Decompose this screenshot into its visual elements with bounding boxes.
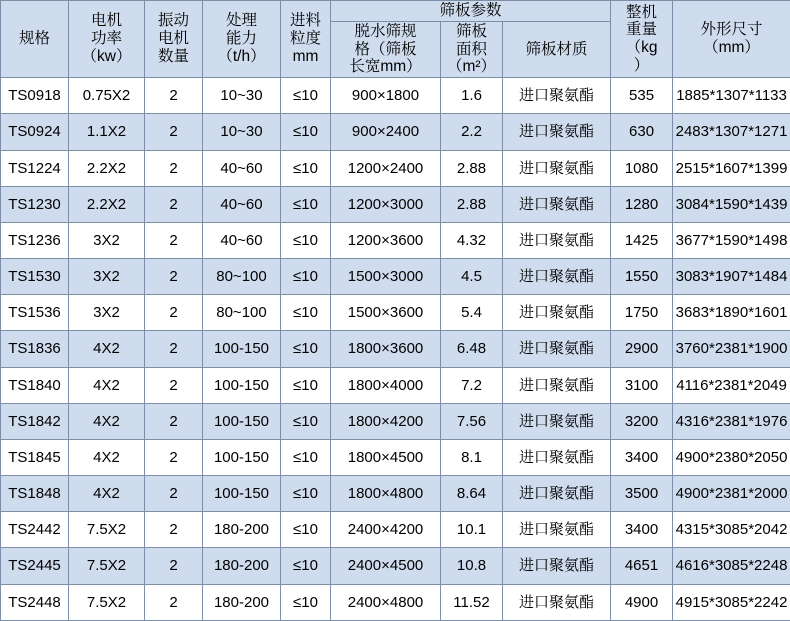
cell-weight: 1080 <box>611 150 673 186</box>
cell-motor-count: 2 <box>145 222 203 258</box>
cell-spec: TS1848 <box>1 476 69 512</box>
cell-feed-size: ≤10 <box>281 186 331 222</box>
table-row <box>1 403 790 439</box>
cell-screen-material: 进口聚氨酯 <box>503 584 611 620</box>
cell-motor-count: 2 <box>145 331 203 367</box>
cell-spec: TS1224 <box>1 150 69 186</box>
cell-feed-size: ≤10 <box>281 331 331 367</box>
cell-screen-area: 4.32 <box>441 222 503 258</box>
cell-weight: 3200 <box>611 403 673 439</box>
cell-screen-material: 进口聚氨酯 <box>503 403 611 439</box>
cell-feed-size: ≤10 <box>281 512 331 548</box>
column-header-motor-power <box>69 1 145 78</box>
cell-screen-size: 1200×3000 <box>331 186 441 222</box>
cell-screen-material: 进口聚氨酯 <box>503 78 611 114</box>
cell-motor-count: 2 <box>145 150 203 186</box>
table-row <box>1 295 790 331</box>
cell-screen-material: 进口聚氨酯 <box>503 476 611 512</box>
table-row <box>1 78 790 114</box>
cell-screen-size: 900×2400 <box>331 114 441 150</box>
column-header-screen-material: 筛板材质 <box>503 21 611 77</box>
cell-screen-area: 5.4 <box>441 295 503 331</box>
cell-dimensions: 2483*1307*1271 <box>673 114 790 150</box>
cell-screen-material: 进口聚氨酯 <box>503 150 611 186</box>
cell-screen-material: 进口聚氨酯 <box>503 548 611 584</box>
table-row <box>1 259 790 295</box>
cell-capacity: 180-200 <box>203 512 281 548</box>
cell-capacity: 100-150 <box>203 439 281 475</box>
cell-weight: 1550 <box>611 259 673 295</box>
column-header-motor-count-line2: 电机 <box>157 30 189 48</box>
cell-feed-size: ≤10 <box>281 295 331 331</box>
cell-capacity: 100-150 <box>203 331 281 367</box>
cell-feed-size: ≤10 <box>281 114 331 150</box>
column-header-motor-count <box>145 1 203 78</box>
column-header-motor-power-line2: 功率 <box>90 30 122 48</box>
cell-screen-material: 进口聚氨酯 <box>503 512 611 548</box>
cell-screen-area: 8.64 <box>441 476 503 512</box>
cell-spec: TS0924 <box>1 114 69 150</box>
cell-screen-material: 进口聚氨酯 <box>503 186 611 222</box>
cell-dimensions: 4900*2381*2000 <box>673 476 790 512</box>
cell-spec: TS1840 <box>1 367 69 403</box>
cell-capacity: 100-150 <box>203 367 281 403</box>
cell-weight: 3400 <box>611 512 673 548</box>
cell-motor-power: 1.1X2 <box>69 114 145 150</box>
column-header-feed-size-line2: 粒度 <box>289 30 321 48</box>
column-header-screen-area-line2: 面积 <box>455 40 487 58</box>
column-header-motor-count-line1: 振动 <box>157 12 189 30</box>
cell-spec: TS2442 <box>1 512 69 548</box>
cell-motor-power: 3X2 <box>69 295 145 331</box>
column-header-weight-line3: （kg <box>625 39 658 57</box>
cell-screen-size: 1500×3000 <box>331 259 441 295</box>
cell-feed-size: ≤10 <box>281 222 331 258</box>
column-header-screen-area-line1: 筛板 <box>455 22 487 40</box>
table-row <box>1 584 790 620</box>
cell-dimensions: 4315*3085*2042 <box>673 512 790 548</box>
cell-screen-material: 进口聚氨酯 <box>503 295 611 331</box>
column-group-header-screen-params: 筛板参数 <box>331 1 611 22</box>
cell-dimensions: 3677*1590*1498 <box>673 222 790 258</box>
cell-capacity: 40~60 <box>203 186 281 222</box>
column-header-screen-size <box>331 21 441 77</box>
cell-motor-power: 2.2X2 <box>69 186 145 222</box>
cell-screen-area: 8.1 <box>441 439 503 475</box>
table-header <box>1 1 790 78</box>
cell-feed-size: ≤10 <box>281 584 331 620</box>
column-header-spec <box>1 1 69 78</box>
table-row <box>1 222 790 258</box>
table-row <box>1 114 790 150</box>
cell-spec: TS1845 <box>1 439 69 475</box>
cell-motor-power: 4X2 <box>69 403 145 439</box>
cell-dimensions: 4616*3085*2248 <box>673 548 790 584</box>
cell-dimensions: 3083*1907*1484 <box>673 259 790 295</box>
cell-screen-size: 1500×3600 <box>331 295 441 331</box>
cell-weight: 630 <box>611 114 673 150</box>
column-header-dimensions-line2: （mm） <box>703 39 760 57</box>
table-row <box>1 331 790 367</box>
cell-screen-material: 进口聚氨酯 <box>503 222 611 258</box>
cell-motor-count: 2 <box>145 439 203 475</box>
column-header-capacity-line2: 能力 <box>225 30 257 48</box>
cell-motor-count: 2 <box>145 476 203 512</box>
cell-screen-area: 10.1 <box>441 512 503 548</box>
cell-screen-size: 2400×4800 <box>331 584 441 620</box>
column-header-feed-size-line3: mm <box>292 48 319 66</box>
cell-spec: TS0918 <box>1 78 69 114</box>
cell-weight: 3100 <box>611 367 673 403</box>
column-header-screen-size-line2: 格（筛板 <box>354 40 417 58</box>
cell-screen-area: 4.5 <box>441 259 503 295</box>
cell-feed-size: ≤10 <box>281 150 331 186</box>
cell-motor-power: 7.5X2 <box>69 548 145 584</box>
cell-dimensions: 2515*1607*1399 <box>673 150 790 186</box>
cell-motor-count: 2 <box>145 259 203 295</box>
cell-capacity: 40~60 <box>203 222 281 258</box>
cell-capacity: 10~30 <box>203 114 281 150</box>
cell-motor-count: 2 <box>145 512 203 548</box>
column-header-screen-size-line1: 脱水筛规 <box>354 22 417 40</box>
header-row-1 <box>1 1 790 22</box>
table-row <box>1 548 790 584</box>
column-header-capacity-line1: 处理 <box>225 12 257 30</box>
column-header-motor-power-line3: （kw） <box>81 48 132 66</box>
cell-feed-size: ≤10 <box>281 78 331 114</box>
column-header-weight-line4: ） <box>633 56 650 74</box>
cell-dimensions: 4900*2380*2050 <box>673 439 790 475</box>
cell-motor-power: 2.2X2 <box>69 150 145 186</box>
column-header-motor-count-line3: 数量 <box>157 48 189 66</box>
cell-screen-size: 1200×3600 <box>331 222 441 258</box>
table-body <box>1 78 790 621</box>
column-header-weight <box>611 1 673 78</box>
cell-screen-size: 1800×4500 <box>331 439 441 475</box>
column-header-screen-area-line3: （m²） <box>446 58 497 76</box>
cell-weight: 4651 <box>611 548 673 584</box>
cell-weight: 4900 <box>611 584 673 620</box>
cell-spec: TS1530 <box>1 259 69 295</box>
cell-feed-size: ≤10 <box>281 259 331 295</box>
cell-motor-power: 4X2 <box>69 439 145 475</box>
cell-capacity: 100-150 <box>203 403 281 439</box>
table-row <box>1 367 790 403</box>
column-header-weight-line2: 重量 <box>626 21 658 39</box>
cell-dimensions: 4915*3085*2242 <box>673 584 790 620</box>
cell-spec: TS1236 <box>1 222 69 258</box>
column-header-spec-line1: 规格 <box>18 30 50 48</box>
cell-capacity: 80~100 <box>203 295 281 331</box>
cell-screen-material: 进口聚氨酯 <box>503 331 611 367</box>
cell-screen-area: 10.8 <box>441 548 503 584</box>
cell-capacity: 80~100 <box>203 259 281 295</box>
cell-motor-count: 2 <box>145 584 203 620</box>
cell-screen-material: 进口聚氨酯 <box>503 367 611 403</box>
cell-capacity: 40~60 <box>203 150 281 186</box>
cell-spec: TS1536 <box>1 295 69 331</box>
cell-weight: 1750 <box>611 295 673 331</box>
cell-spec: TS1842 <box>1 403 69 439</box>
cell-feed-size: ≤10 <box>281 367 331 403</box>
column-header-weight-line1: 整机 <box>626 3 658 21</box>
cell-feed-size: ≤10 <box>281 403 331 439</box>
cell-capacity: 10~30 <box>203 78 281 114</box>
cell-motor-power: 4X2 <box>69 331 145 367</box>
cell-motor-count: 2 <box>145 186 203 222</box>
cell-capacity: 180-200 <box>203 548 281 584</box>
cell-motor-power: 4X2 <box>69 476 145 512</box>
cell-screen-size: 1800×3600 <box>331 331 441 367</box>
column-header-dimensions <box>673 1 790 78</box>
cell-screen-size: 1800×4200 <box>331 403 441 439</box>
cell-screen-area: 2.2 <box>441 114 503 150</box>
column-header-screen-area <box>441 21 503 77</box>
cell-motor-power: 3X2 <box>69 259 145 295</box>
cell-screen-material: 进口聚氨酯 <box>503 114 611 150</box>
cell-weight: 535 <box>611 78 673 114</box>
cell-spec: TS1836 <box>1 331 69 367</box>
cell-screen-material: 进口聚氨酯 <box>503 259 611 295</box>
cell-screen-size: 2400×4500 <box>331 548 441 584</box>
cell-motor-power: 4X2 <box>69 367 145 403</box>
cell-weight: 3400 <box>611 439 673 475</box>
cell-feed-size: ≤10 <box>281 439 331 475</box>
cell-screen-material: 进口聚氨酯 <box>503 439 611 475</box>
cell-spec: TS2448 <box>1 584 69 620</box>
table-row <box>1 186 790 222</box>
cell-screen-size: 1200×2400 <box>331 150 441 186</box>
cell-dimensions: 3760*2381*1900 <box>673 331 790 367</box>
cell-motor-count: 2 <box>145 78 203 114</box>
cell-weight: 1425 <box>611 222 673 258</box>
cell-motor-count: 2 <box>145 403 203 439</box>
cell-screen-size: 2400×4200 <box>331 512 441 548</box>
cell-screen-area: 6.48 <box>441 331 503 367</box>
cell-weight: 2900 <box>611 331 673 367</box>
column-header-screen-size-line3: 长宽mm） <box>349 58 422 76</box>
cell-capacity: 180-200 <box>203 584 281 620</box>
cell-screen-area: 7.2 <box>441 367 503 403</box>
table-row <box>1 150 790 186</box>
cell-dimensions: 3683*1890*1601 <box>673 295 790 331</box>
column-header-feed-size-line1: 进料 <box>289 12 321 30</box>
cell-dimensions: 1885*1307*1133 <box>673 78 790 114</box>
cell-motor-count: 2 <box>145 295 203 331</box>
column-header-capacity <box>203 1 281 78</box>
column-header-dimensions-line1: 外形尺寸 <box>700 21 763 39</box>
cell-weight: 3500 <box>611 476 673 512</box>
table-row <box>1 476 790 512</box>
cell-screen-size: 1800×4000 <box>331 367 441 403</box>
cell-motor-power: 7.5X2 <box>69 512 145 548</box>
cell-feed-size: ≤10 <box>281 548 331 584</box>
cell-spec: TS1230 <box>1 186 69 222</box>
cell-motor-count: 2 <box>145 367 203 403</box>
cell-screen-size: 1800×4800 <box>331 476 441 512</box>
column-header-feed-size <box>281 1 331 78</box>
cell-screen-area: 2.88 <box>441 150 503 186</box>
cell-dimensions: 4316*2381*1976 <box>673 403 790 439</box>
cell-spec: TS2445 <box>1 548 69 584</box>
cell-motor-power: 0.75X2 <box>69 78 145 114</box>
cell-dimensions: 3084*1590*1439 <box>673 186 790 222</box>
cell-screen-area: 2.88 <box>441 186 503 222</box>
cell-motor-count: 2 <box>145 548 203 584</box>
cell-screen-area: 11.52 <box>441 584 503 620</box>
cell-screen-size: 900×1800 <box>331 78 441 114</box>
table-row <box>1 439 790 475</box>
cell-motor-count: 2 <box>145 114 203 150</box>
cell-motor-power: 3X2 <box>69 222 145 258</box>
cell-motor-power: 7.5X2 <box>69 584 145 620</box>
cell-screen-area: 1.6 <box>441 78 503 114</box>
cell-capacity: 100-150 <box>203 476 281 512</box>
cell-screen-area: 7.56 <box>441 403 503 439</box>
column-header-capacity-line3: （t/h） <box>217 48 266 66</box>
cell-dimensions: 4116*2381*2049 <box>673 367 790 403</box>
column-header-motor-power-line1: 电机 <box>90 12 122 30</box>
table-row <box>1 512 790 548</box>
cell-feed-size: ≤10 <box>281 476 331 512</box>
cell-weight: 1280 <box>611 186 673 222</box>
